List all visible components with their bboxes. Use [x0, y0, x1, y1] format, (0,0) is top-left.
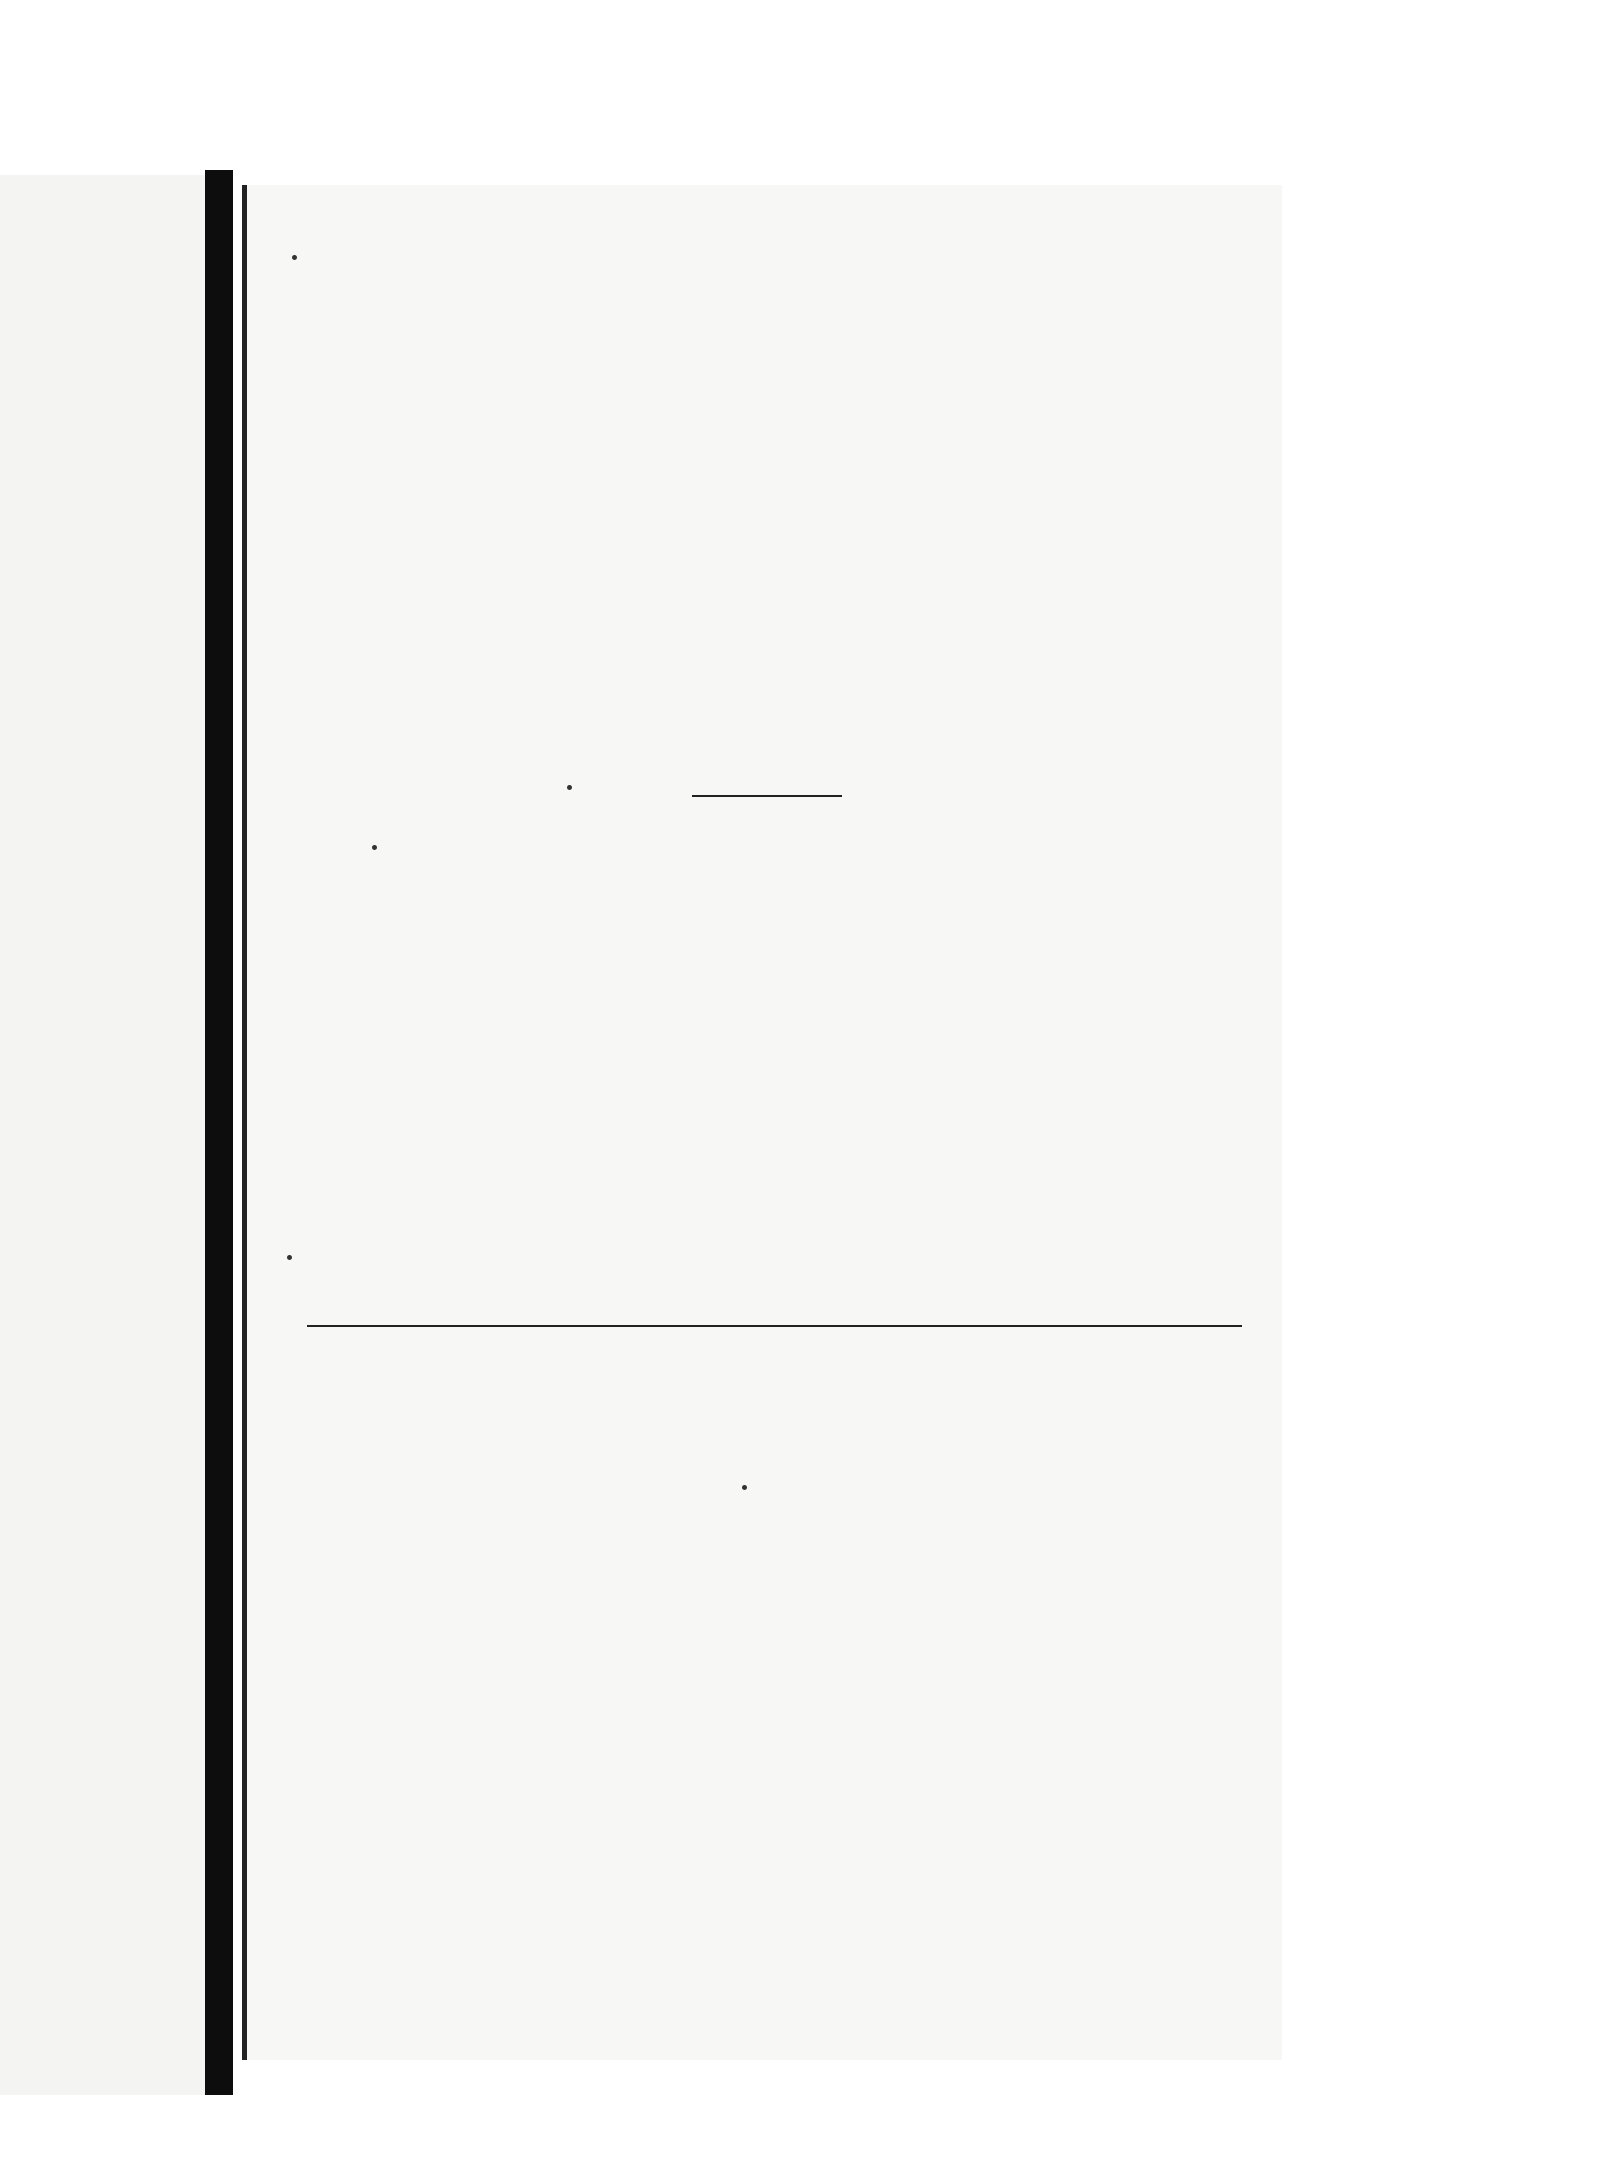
- print-speck: [372, 845, 377, 850]
- print-speck: [292, 255, 297, 260]
- print-speck: [567, 785, 572, 790]
- print-speck: [742, 1485, 747, 1490]
- section-divider: [692, 795, 842, 797]
- document-page: [242, 185, 1282, 2060]
- page-gutter: [205, 170, 233, 2095]
- left-page-fragment: [0, 175, 225, 2095]
- verzeichniss-divider: [307, 1325, 1242, 1327]
- print-speck: [287, 1255, 292, 1260]
